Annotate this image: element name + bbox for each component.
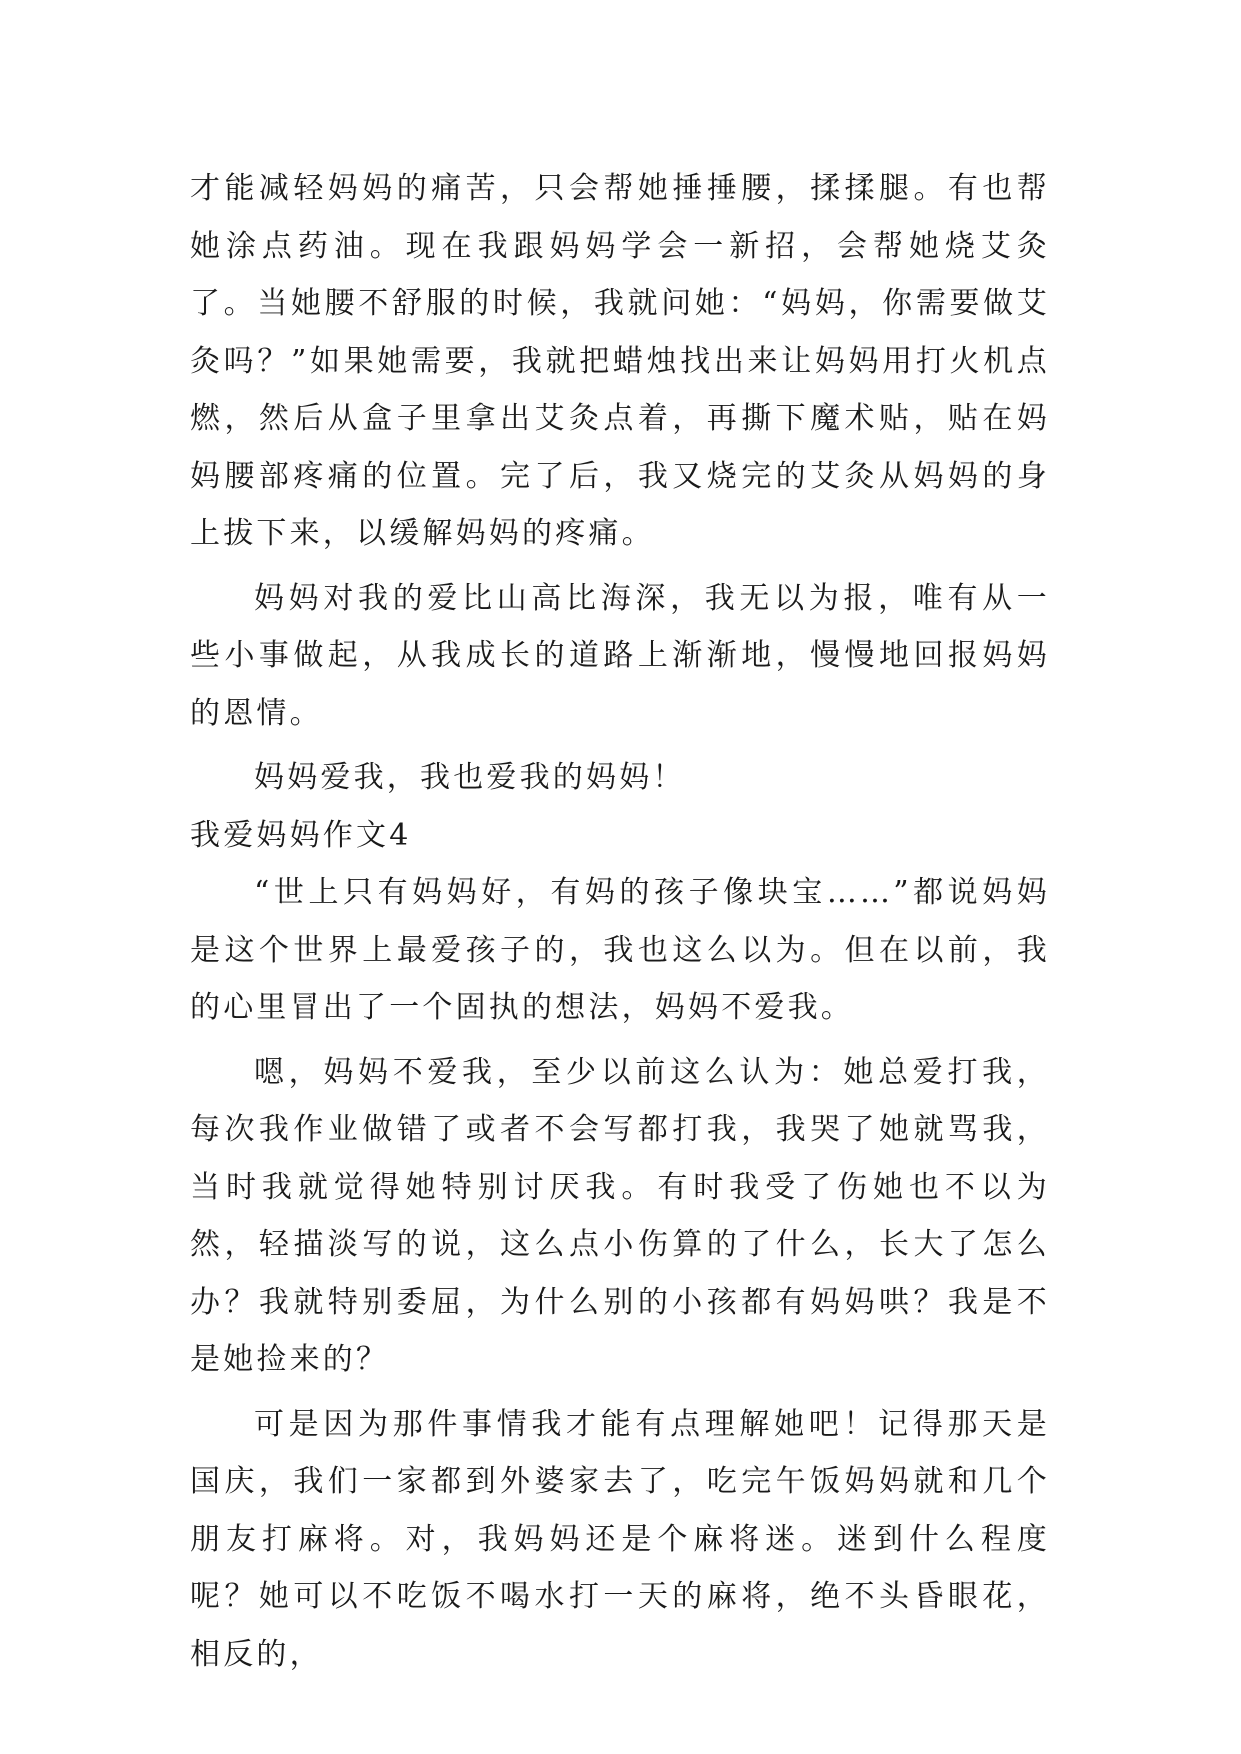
paragraph: 嗯，妈妈不爱我，至少以前这么认为：她总爱打我，每次我作业做错了或者不会写都打我，我哭了她就骂我，当时我就觉得她特别讨厌我。有时我受了伤她也不以为然，轻描淡写的说，这么点小伤算的了什么，长大了怎么办？我就特别委屈，为什么别的小孩都有妈妈哄？我是不是她捡来的？ [190, 1054, 1050, 1377]
document-body [190, 160, 1050, 1683]
paragraph: 妈妈爱我，我也爱我的妈妈！ [254, 760, 686, 795]
paragraph: 可是因为那件事情我才能有点理解她吧！记得那天是国庆，我们一家都到外婆家去了，吃完午饭妈妈就和几个朋友打麻将。对，我妈妈还是个麻将迷。迷到什么程度呢？她可以不吃饭不喝水打一天的麻将，绝不头昏眼花，相反的， [190, 1406, 1050, 1672]
section-heading: 我爱妈妈作文4 [190, 817, 412, 853]
paragraph: 妈妈对我的爱比山高比海深，我无以为报，唯有从一些小事做起，从我成长的道路上渐渐地，慢慢地回报妈妈的恩情。 [190, 580, 1050, 731]
paragraph: “世上只有妈妈好，有妈的孩子像块宝……”都说妈妈是这个世界上最爱孩子的，我也这么以为。但在以前，我的心里冒出了一个固执的想法，妈妈不爱我。 [190, 875, 1050, 1025]
paragraph-continued: 才能减轻妈妈的痛苦，只会帮她捶捶腰，揉揉腿。有也帮她涂点药油。现在我跟妈妈学会一新招，会帮她烧艾灸了。当她腰不舒服的时候，我就问她：“妈妈，你需要做艾灸吗？”如果她需要，我就把蜡烛找出来让妈妈用打火机点燃，然后从盒子里拿出艾灸点着，再撕下魔术贴，贴在妈妈腰部疼痛的位置。完了后，我又烧完的艾灸从妈妈的身上拔下来，以缓解妈妈的疼痛。 [190, 171, 1050, 551]
